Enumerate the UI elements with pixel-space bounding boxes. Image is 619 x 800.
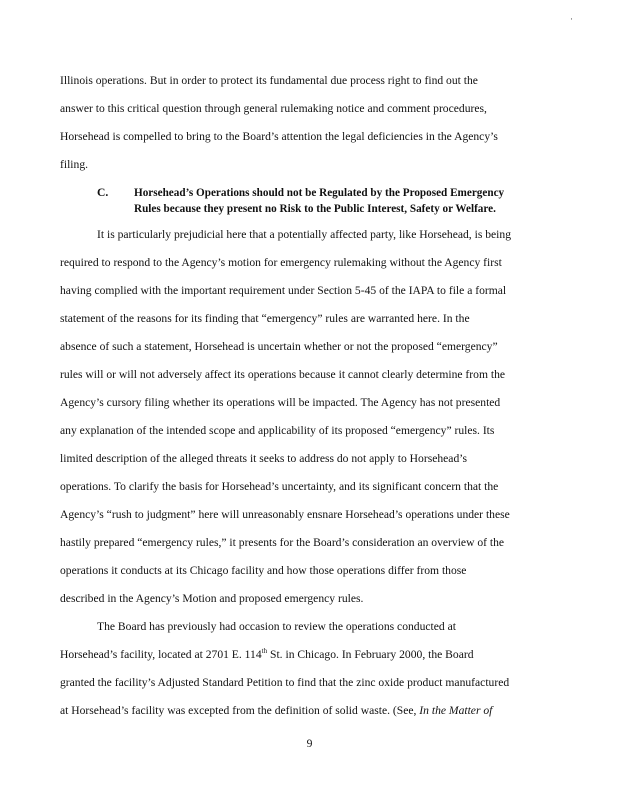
ordinal-suffix: th <box>261 647 268 656</box>
paragraph-line: filing. <box>60 158 89 171</box>
section-heading-line: Horsehead’s Operations should not be Regulated by the Proposed Emergency <box>134 187 505 199</box>
paragraph-line: any explanation of the intended scope and applicability of its proposed “emergency” rules. Its <box>60 424 495 437</box>
paragraph-line <box>60 704 492 718</box>
paragraph-line: limited description of the alleged threats it seeks to address do not apply to Horsehead’s <box>60 452 467 465</box>
paragraph-line: It is particularly prejudicial here that a potentially affected party, like Horsehead, is being <box>97 228 511 241</box>
paragraph-line: Agency’s cursory filing whether its operations will be impacted. The Agency has not presented <box>60 396 501 409</box>
paragraph-line: Illinois operations. But in order to protect its fundamental due process right to find out the <box>60 74 478 87</box>
paragraph-line: having complied with the important requirement under Section 5-45 of the IAPA to file a formal <box>60 284 507 297</box>
case-citation: In the Matter of <box>419 704 493 717</box>
address-text: Horsehead’s facility, located at 2701 E. 114 <box>60 648 262 661</box>
paragraph-line: hastily prepared “emergency rules,” it presents for the Board’s consideration an overview of the <box>60 536 505 549</box>
section-letter: C. <box>97 186 109 199</box>
paragraph-line: described in the Agency’s Motion and proposed emergency rules. <box>60 592 364 605</box>
paragraph-line: statement of the reasons for its finding that “emergency” rules are warranted here. In the <box>60 312 470 325</box>
address-continuation: St. in Chicago. In February 2000, the Board <box>267 648 474 661</box>
paragraph-line: operations it conducts at its Chicago facility and how those operations differ from those <box>60 564 467 577</box>
paragraph-line: granted the facility’s Adjusted Standard Petition to find that the zinc oxide product manufactured <box>60 676 510 689</box>
paragraph-line: required to respond to the Agency’s motion for emergency rulemaking without the Agency first <box>60 256 502 269</box>
citation-text: at Horsehead’s facility was excepted from the definition of solid waste. (See, <box>60 704 420 717</box>
paragraph-line <box>60 648 474 662</box>
paragraph-line: Agency’s “rush to judgment” here will unreasonably ensnare Horsehead’s operations under these <box>60 508 510 521</box>
paragraph-line: The Board has previously had occasion to review the operations conducted at <box>97 620 456 633</box>
corner-mark: · <box>570 14 573 24</box>
paragraph-line: answer to this critical question through general rulemaking notice and comment procedures, <box>60 102 487 115</box>
section-heading-line: Rules because they present no Risk to the Public Interest, Safety or Welfare. <box>134 203 496 215</box>
paragraph-line: operations. To clarify the basis for Horsehead’s uncertainty, and its significant concern that the <box>60 480 499 493</box>
paragraph-line: Horsehead is compelled to bring to the Board’s attention the legal deficiencies in the Agency’s <box>60 130 498 143</box>
paragraph-line: absence of such a statement, Horsehead is uncertain whether or not the proposed “emergency” <box>60 340 498 353</box>
paragraph-line: rules will or will not adversely affect its operations because it cannot clearly determine from the <box>60 368 506 381</box>
page-number: 9 <box>306 737 313 750</box>
